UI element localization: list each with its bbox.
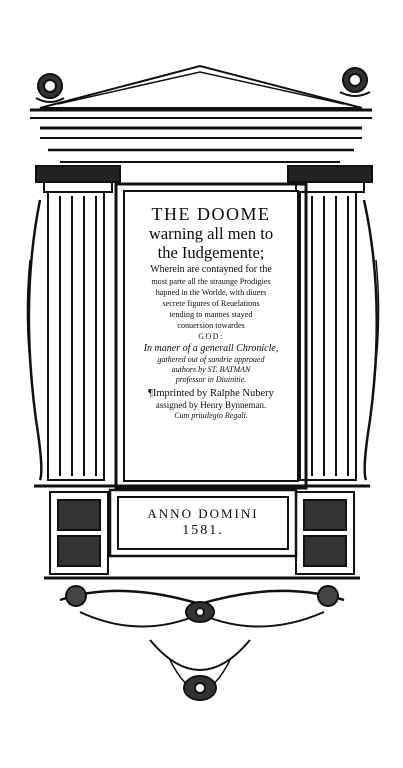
title-text-block bbox=[123, 190, 299, 482]
title-line-3: the Iudgemente; bbox=[157, 243, 265, 262]
title-line-2: warning all men to bbox=[148, 224, 274, 243]
subtitle-line-2: most parte all the straunge Prodigies bbox=[151, 277, 271, 286]
subtitle-line-god: GOD: bbox=[198, 332, 224, 341]
subtitle-line-5: tending to mannes stayed bbox=[169, 310, 253, 319]
assigned-line: assigned by Henry Bynneman. bbox=[155, 400, 267, 410]
gathered-line: gathered out of sundrie approued bbox=[157, 355, 265, 364]
professor-line: professor in Diuinitie. bbox=[175, 375, 247, 384]
anno-domini: ANNO DOMINI bbox=[147, 506, 259, 521]
imprint-year: 1581. bbox=[182, 523, 224, 538]
imprint-year-box bbox=[117, 496, 289, 550]
printer-line: ¶Imprinted by Ralphe Nubery bbox=[148, 388, 274, 399]
subtitle-line-6: conuersion towardes bbox=[177, 321, 245, 330]
subtitle-line-1: Wherein are contayned for the bbox=[150, 264, 272, 275]
subtitle-line-4: secrete figures of Reuelations bbox=[162, 299, 260, 308]
chronicle-line: In maner of a generall Chronicle, bbox=[143, 343, 279, 354]
subtitle-line-3: hapned in the Worlde, with diuers bbox=[155, 288, 267, 297]
title-line-1: THE DOOME bbox=[151, 204, 271, 224]
privilege-line: Cum priuilegio Regali. bbox=[174, 411, 248, 420]
author-line: authors by ST. BATMAN bbox=[171, 365, 251, 374]
